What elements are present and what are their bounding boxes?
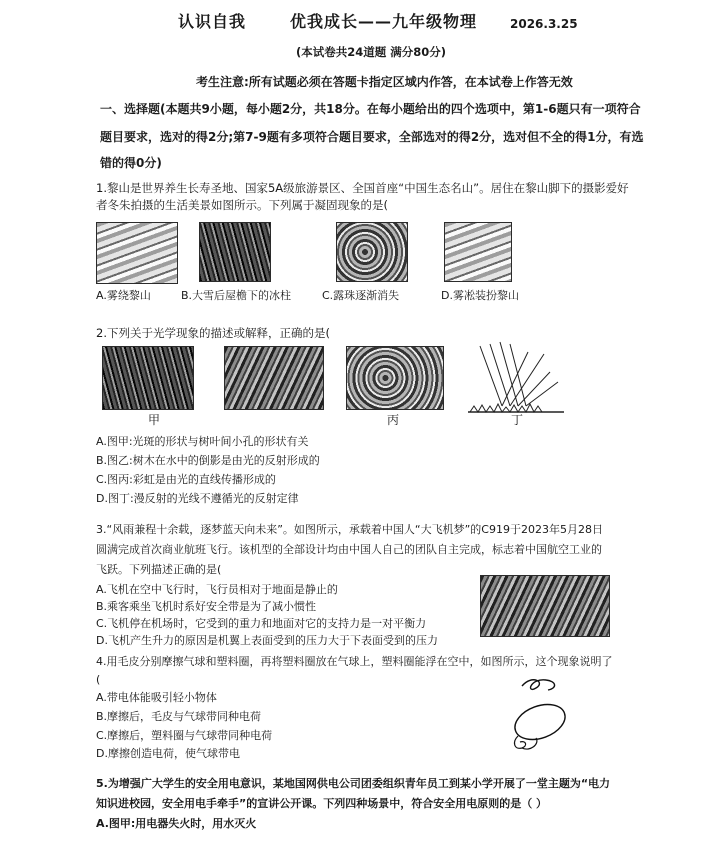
header-date: 2026.3.25: [510, 17, 578, 31]
section1-line-2: 题目要求，选对的得2分;第7-9题有多项符合题目要求，全部选对的得2分，选对但不全的得1分，有选: [100, 130, 644, 144]
q5-stem-line-1: 5.为增强广大学生的安全用电意识，某地国网供电公司团委组织青年员工到某小学开展了一堂主题为“电力: [96, 777, 611, 790]
q2-option-a: A.图甲:光斑的形状与树叶间小孔的形状有关: [96, 435, 309, 448]
header-subtitle: (本试卷共24道题 满分80分): [296, 45, 447, 59]
q1-option-c: C.露珠逐渐消失: [322, 289, 400, 302]
q1-option-b: B.大雪后屋檐下的冰柱: [181, 289, 292, 302]
q3-stem-line-2: 圆满完成首次商业航班飞行。该机型的全部设计均由中国人自己的团队自主完成，标志着中国航空工业的: [96, 543, 602, 556]
q2-image-yi: [224, 346, 324, 410]
q3-option-c: C.飞机停在机场时，它受到的重力和地面对它的支持力是一对平衡力: [96, 617, 427, 630]
section1-line-1: 一、选择题(本题共9小题，每小题2分，共18分。在每小题给出的四个选项中，第1-6题只有一项符合: [100, 102, 641, 116]
exam-notice: 考生注意:所有试题必须在答题卡指定区域内作答，在本试卷上作答无效: [196, 75, 573, 89]
q2-label-bing: 丙: [387, 413, 400, 427]
q3-airplane-image: [480, 575, 610, 637]
q2-label-jia: 甲: [148, 413, 161, 427]
q5-option-a: A.图甲:用电器失火时，用水灭火: [96, 817, 257, 830]
q1-image-d: [444, 222, 512, 282]
q1-stem-line-2: 者冬朱拍摄的生活美景如图所示。下列属于凝固现象的是(: [96, 198, 388, 212]
q2-image-bing: [346, 346, 444, 410]
q2-option-d: D.图丁:漫反射的光线不遵循光的反射定律: [96, 492, 299, 505]
q3-stem-line-1: 3.“风雨兼程十余载，逐梦蓝天向未来”。如图所示，承载着中国人“大飞机梦”的C919于2023年5月28日: [96, 523, 603, 536]
q2-option-c: C.图丙:彩虹是由光的直线传播形成的: [96, 473, 276, 486]
q2-option-b: B.图乙:树木在水中的倒影是由光的反射形成的: [96, 454, 320, 467]
q4-option-b: B.摩擦后，毛皮与气球带同种电荷: [96, 710, 262, 723]
header-title-right: 优我成长——九年级物理: [290, 12, 478, 31]
q4-option-c: C.摩擦后，塑料圈与气球带同种电荷: [96, 729, 273, 742]
header-title-left: 认识自我: [178, 12, 247, 31]
q2-label-ding: 丁: [511, 413, 524, 427]
q4-stem-line-2: (: [96, 673, 101, 686]
q1-stem-line-1: 1.黎山是世界养生长寿圣地、国家5A级旅游景区、全国首座“中国生态名山”。居住在黎山脚下的摄影爱好: [96, 181, 629, 195]
q2-stem: 2.下列关于光学现象的描述或解释，正确的是(: [96, 326, 330, 340]
q3-option-b: B.乘客乘坐飞机时系好安全带是为了减小惯性: [96, 600, 317, 613]
q1-option-d: D.雾凇装扮黎山: [441, 289, 519, 302]
q1-image-a: [96, 222, 178, 284]
q4-option-a: A.带电体能吸引轻小物体: [96, 691, 217, 704]
q2-image-jia: [102, 346, 194, 410]
q3-stem-line-3: 飞跃。下列描述正确的是(: [96, 563, 222, 576]
q1-image-c: [336, 222, 408, 282]
q4-option-d: D.摩擦创造电荷，使气球带电: [96, 747, 240, 760]
q1-image-b: [199, 222, 271, 282]
q4-balloon-ring-diagram: [500, 672, 590, 762]
q1-option-a: A.雾绕黎山: [96, 289, 151, 302]
section1-line-3: 错的得0分): [100, 156, 162, 170]
q3-option-d: D.飞机产生升力的原因是机翼上表面受到的压力大于下表面受到的压力: [96, 634, 438, 647]
q2-diffuse-reflection-diagram: [466, 342, 566, 414]
q4-stem-line-1: 4.用毛皮分别摩擦气球和塑料圈，再将塑料圈放在气球上，塑料圈能浮在空中，如图所示，这个现象说明了: [96, 655, 613, 668]
q3-option-a: A.飞机在空中飞行时，飞行员相对于地面是静止的: [96, 583, 338, 596]
q5-stem-line-2: 知识进校园，安全用电手牵手”的宣讲公开课。下列四种场景中，符合安全用电原则的是（ ）: [96, 797, 548, 810]
